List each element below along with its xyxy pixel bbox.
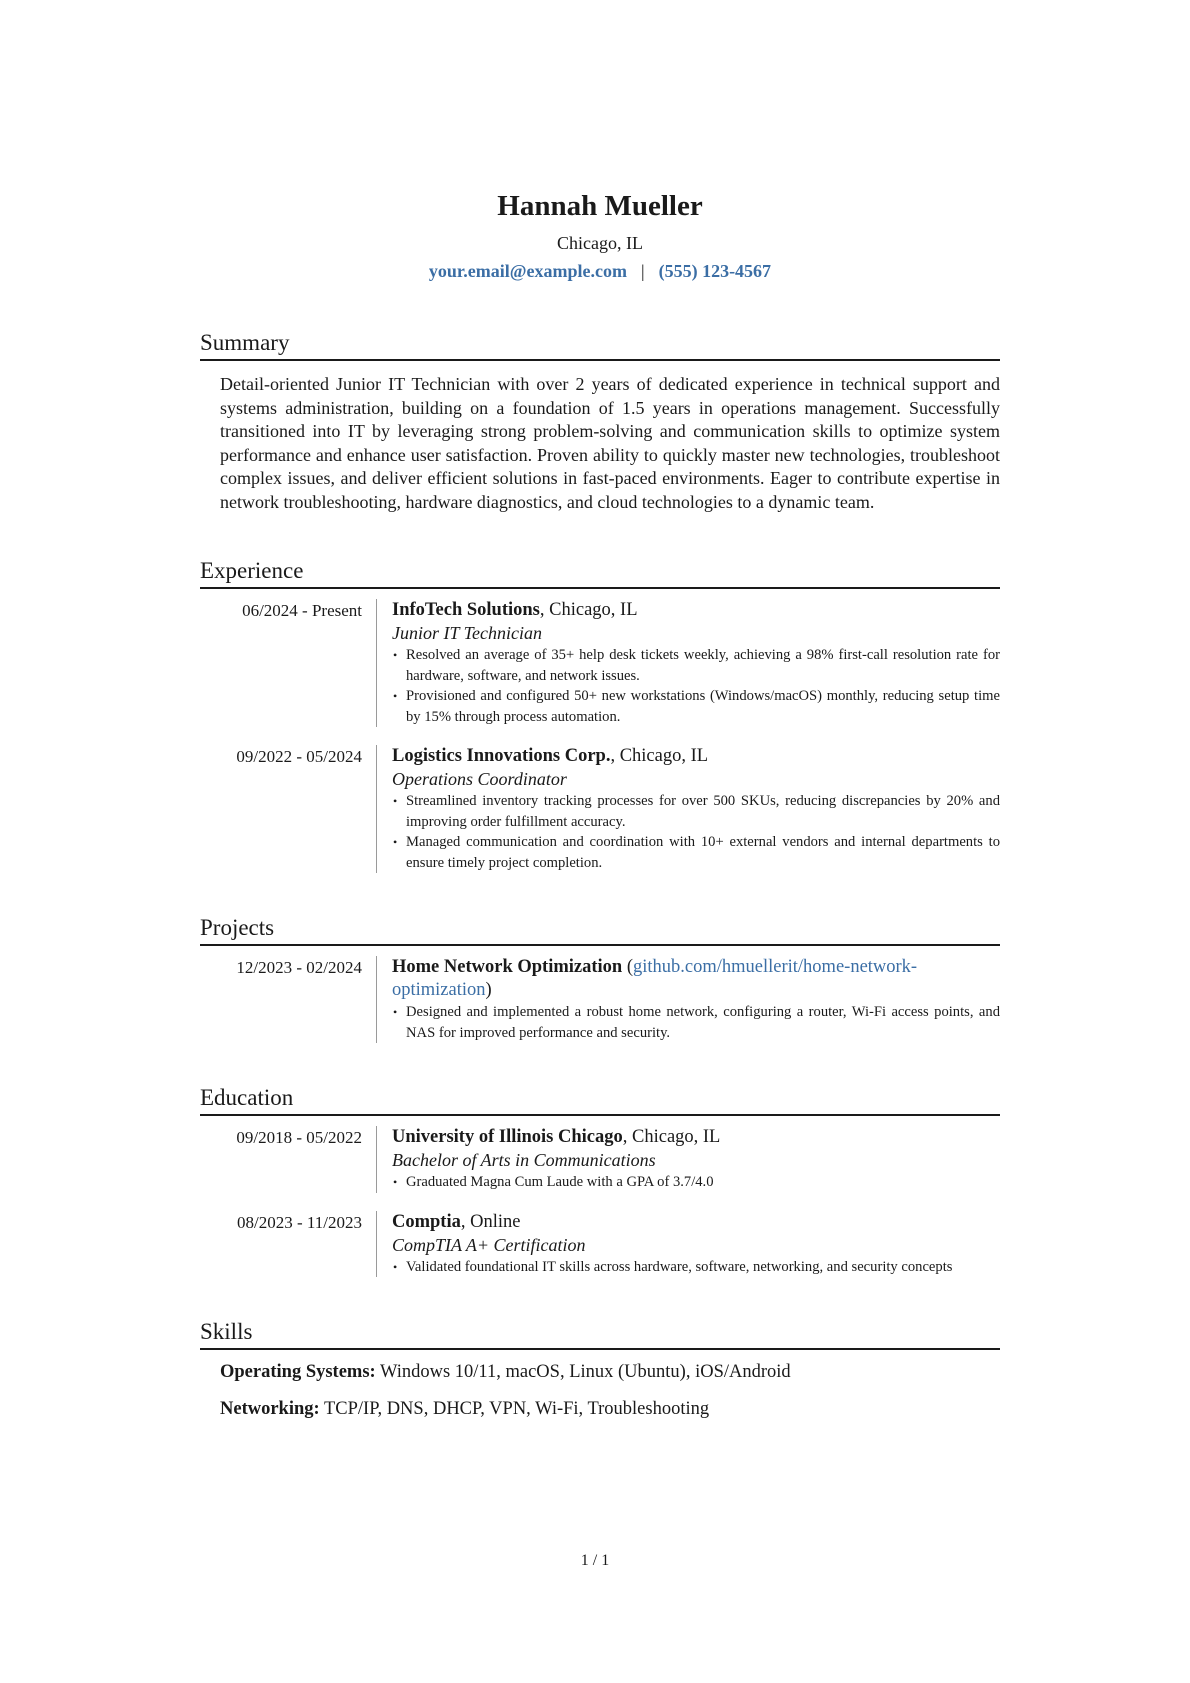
projects-section xyxy=(200,913,1000,1043)
bullet-list xyxy=(392,645,1000,727)
project-entry xyxy=(200,956,1000,1043)
entry-role: CompTIA A+ Certification xyxy=(392,1234,586,1255)
entry-organization: University of Illinois Chicago xyxy=(392,1127,623,1147)
experience-section xyxy=(200,556,1000,873)
project-title: Home Network Optimization xyxy=(392,957,623,977)
education-entry xyxy=(200,1126,1000,1193)
bullet-item: • Resolved an average of 35+ help desk tickets weekly, achieving a 98% first-call resolution rate for hardware, software, and network issues. xyxy=(392,645,1000,686)
resume-header xyxy=(200,188,1000,284)
entry-body xyxy=(376,956,1000,1043)
entry-heading xyxy=(392,599,1000,622)
skill-value: TCP/IP, DNS, DHCP, VPN, Wi-Fi, Troubleshooting xyxy=(319,1399,710,1419)
section-title-experience: Experience xyxy=(200,556,1000,589)
entry-date: 12/2023 - 02/2024 xyxy=(236,958,362,977)
summary-section xyxy=(200,328,1000,514)
entry-role: Operations Coordinator xyxy=(392,769,567,789)
entry-place: , Chicago, IL xyxy=(539,600,638,620)
entry-organization: Comptia xyxy=(392,1211,461,1232)
entry-place: , Online xyxy=(460,1211,521,1232)
entry-date: 06/2024 - Present xyxy=(242,601,362,620)
entry-heading xyxy=(392,956,1000,1002)
skill-row xyxy=(220,1397,1000,1421)
education-entry xyxy=(200,1211,1000,1278)
skills-section xyxy=(200,1317,1000,1421)
candidate-location: Chicago, IL xyxy=(557,233,643,253)
section-title-education: Education xyxy=(200,1083,1000,1116)
summary-text: Detail-oriented Junior IT Technician with over 2 years of dedicated experience in technical support and systems administration, building on a foundation of 1.5 years in operations management. Successfully transitioned into IT by leveraging strong problem-solving and communication skills to optimize system performance and enhance user satisfaction. Proven ability to quickly master new technologies, troubleshoot complex issues, and deliver efficient solutions in fast-paced environments. Eager to contribute expertise in network troubleshooting, hardware diagnostics, and cloud technologies to a dynamic team. xyxy=(220,374,1000,512)
section-title-summary: Summary xyxy=(200,328,1000,361)
project-link[interactable]: github.com/hmuellerit/home-network-optimization xyxy=(392,957,918,1000)
entry-body xyxy=(376,745,1000,873)
email-link[interactable]: your.email@example.com xyxy=(428,261,627,281)
bullet-list xyxy=(392,791,1000,873)
skill-value: Windows 10/11, macOS, Linux (Ubuntu), iOS/Android xyxy=(375,1362,791,1382)
bullet-item: • Streamlined inventory tracking processes for over 500 SKUs, reducing discrepancies by 20% and improving order fulfillment accuracy. xyxy=(392,791,1000,832)
entry-organization: Logistics Innovations Corp. xyxy=(392,746,611,766)
entry-heading xyxy=(392,745,1000,768)
bullet-item: • Designed and implemented a robust home network, configuring a router, Wi-Fi access points, and NAS for improved performance and security. xyxy=(392,1002,1000,1043)
entry-date: 08/2023 - 11/2023 xyxy=(237,1212,362,1232)
entry-role: Junior IT Technician xyxy=(392,623,543,643)
entry-organization: InfoTech Solutions xyxy=(392,600,540,620)
close-paren: ) xyxy=(485,980,492,1000)
entry-body xyxy=(376,1126,1000,1193)
contact-separator: | xyxy=(640,261,645,281)
open-paren: ( xyxy=(622,957,633,977)
experience-entry xyxy=(200,599,1000,727)
bullet-list xyxy=(392,1257,1000,1278)
bullet-item: • Managed communication and coordination with 10+ external vendors and internal departments to ensure timely project completion. xyxy=(392,832,1000,873)
entry-heading xyxy=(392,1211,1000,1234)
bullet-item: • Provisioned and configured 50+ new workstations (Windows/macOS) monthly, reducing setup time by 15% through process automation. xyxy=(392,686,1000,727)
skill-label: Operating Systems: xyxy=(220,1362,376,1382)
bullet-item: • Graduated Magna Cum Laude with a GPA of 3.7/4.0 xyxy=(392,1172,1000,1193)
section-title-projects: Projects xyxy=(200,913,1000,946)
skill-label: Networking: xyxy=(220,1399,320,1419)
phone-link[interactable]: (555) 123-4567 xyxy=(658,261,772,281)
page-number: 1 / 1 xyxy=(580,1552,610,1569)
section-title-skills: Skills xyxy=(200,1317,1000,1350)
candidate-name: Hannah Mueller xyxy=(497,190,703,222)
entry-body xyxy=(376,599,1000,727)
bullet-list xyxy=(392,1172,1000,1193)
entry-role: Bachelor of Arts in Communications xyxy=(392,1150,656,1170)
entry-place: , Chicago, IL xyxy=(622,1127,721,1147)
skill-row xyxy=(220,1360,1000,1384)
education-section xyxy=(200,1083,1000,1277)
entry-place: , Chicago, IL xyxy=(610,746,709,766)
experience-entry xyxy=(200,745,1000,873)
entry-body xyxy=(376,1211,1000,1278)
resume-page xyxy=(200,188,1000,1421)
bullet-item: • Validated foundational IT skills across hardware, software, networking, and security concepts xyxy=(392,1257,1000,1278)
entry-date: 09/2022 - 05/2024 xyxy=(236,747,362,766)
entry-date: 09/2018 - 05/2022 xyxy=(236,1128,362,1147)
contact-line xyxy=(200,258,1000,284)
entry-heading xyxy=(392,1126,1000,1149)
bullet-list xyxy=(392,1002,1000,1043)
